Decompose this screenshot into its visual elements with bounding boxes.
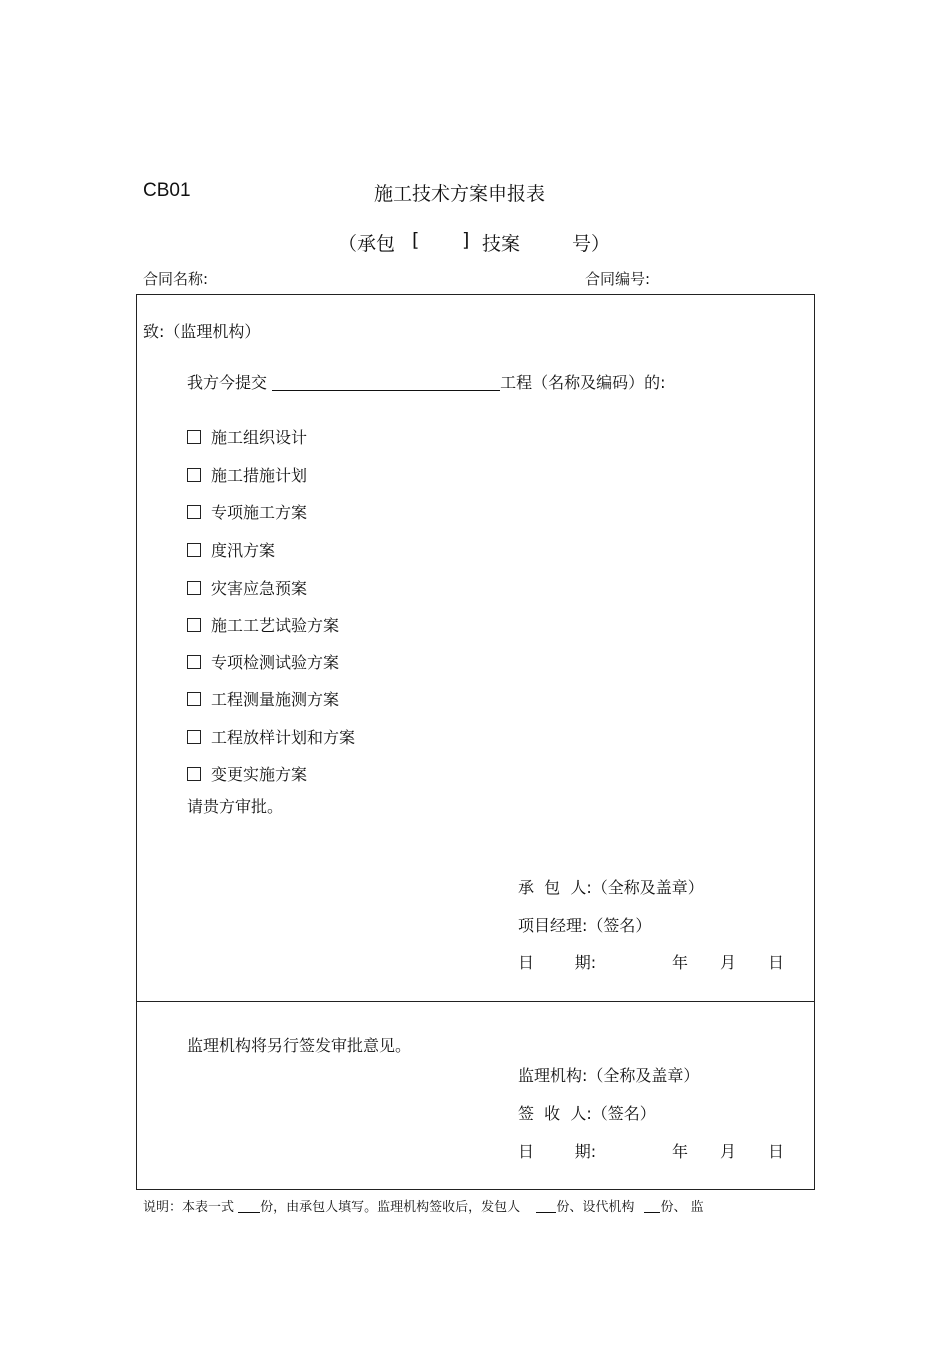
contractor-year: 年 (672, 953, 689, 972)
checkbox[interactable] (187, 730, 201, 744)
option-item[interactable] (187, 762, 307, 785)
supervision-org-label: 监理机构:（全称及盖章） (518, 1066, 700, 1085)
submit-line (187, 370, 666, 393)
footer-part-4: 份、 监 (660, 1200, 704, 1215)
option-item[interactable] (187, 725, 355, 748)
option-item[interactable] (187, 687, 339, 710)
checkbox[interactable] (187, 581, 201, 595)
option-label: 度汛方案 (211, 541, 276, 560)
form-subtitle (338, 229, 618, 253)
option-item[interactable] (187, 538, 275, 561)
contract-name-label: 合同名称: (143, 270, 209, 288)
option-label: 施工工艺试验方案 (211, 616, 340, 635)
subtitle-right-bracket: ] (462, 229, 470, 251)
option-item[interactable] (187, 576, 307, 599)
project-name-field[interactable] (272, 374, 500, 391)
checkbox[interactable] (187, 468, 201, 482)
copies-blank-1[interactable] (238, 1200, 260, 1213)
option-label: 施工措施计划 (211, 466, 308, 485)
supervision-year: 年 (672, 1142, 689, 1161)
footer-part-2: 份，由承包人填写。监理机构签收后，发包人 (260, 1200, 521, 1215)
checkbox[interactable] (187, 430, 201, 444)
option-label: 工程放样计划和方案 (211, 728, 356, 747)
checkbox[interactable] (187, 692, 201, 706)
footer-part-3: 份、设代机构 (556, 1200, 635, 1215)
supervision-month: 月 (720, 1142, 737, 1161)
option-item[interactable] (187, 613, 339, 636)
option-item[interactable] (187, 463, 307, 486)
contractor-label: 承 包 人:（全称及盖章） (518, 878, 704, 897)
option-label: 工程测量施测方案 (211, 690, 340, 709)
footer-part-1: 说明：本表一式 (143, 1200, 235, 1215)
option-label: 变更实施方案 (211, 765, 308, 784)
contractor-date-label: 日 期: (518, 953, 597, 972)
option-item[interactable] (187, 425, 307, 448)
receiver-label: 签 收 人:（签名） (518, 1104, 656, 1123)
option-item[interactable] (187, 650, 339, 673)
option-label: 施工组织设计 (211, 428, 308, 447)
footer-note (143, 1196, 704, 1215)
checkbox[interactable] (187, 618, 201, 632)
option-label: 专项检测试验方案 (211, 653, 340, 672)
subtitle-end: 号） (572, 233, 611, 255)
subtitle-open: （承包 (338, 233, 396, 255)
option-label: 灾害应急预案 (211, 579, 308, 598)
option-label: 专项施工方案 (211, 503, 308, 522)
checkbox[interactable] (187, 767, 201, 781)
supervision-day: 日 (768, 1142, 785, 1161)
copies-blank-3[interactable] (644, 1200, 660, 1213)
supervision-date-label: 日 期: (518, 1142, 597, 1161)
contract-number-label: 合同编号: (585, 270, 651, 288)
subtitle-left-bracket: [ (412, 229, 420, 251)
form-title: 施工技术方案申报表 (374, 183, 546, 205)
subtitle-mid: 技案 (482, 233, 521, 255)
checkbox[interactable] (187, 543, 201, 557)
form-code: CB01 (143, 180, 191, 201)
addressee-label: 致:（监理机构） (143, 322, 261, 341)
section-divider (136, 1001, 815, 1002)
submit-suffix: 工程（名称及编码）的: (500, 373, 666, 392)
supervision-note: 监理机构将另行签发审批意见。 (187, 1036, 412, 1055)
contractor-month: 月 (720, 953, 737, 972)
checkbox[interactable] (187, 655, 201, 669)
submit-prefix: 我方今提交 (187, 373, 268, 392)
checkbox[interactable] (187, 505, 201, 519)
contractor-day: 日 (768, 953, 785, 972)
option-item[interactable] (187, 500, 307, 523)
request-text: 请贵方审批。 (187, 797, 284, 816)
project-manager-label: 项目经理:（签名） (518, 916, 652, 935)
copies-blank-2[interactable] (536, 1200, 556, 1213)
